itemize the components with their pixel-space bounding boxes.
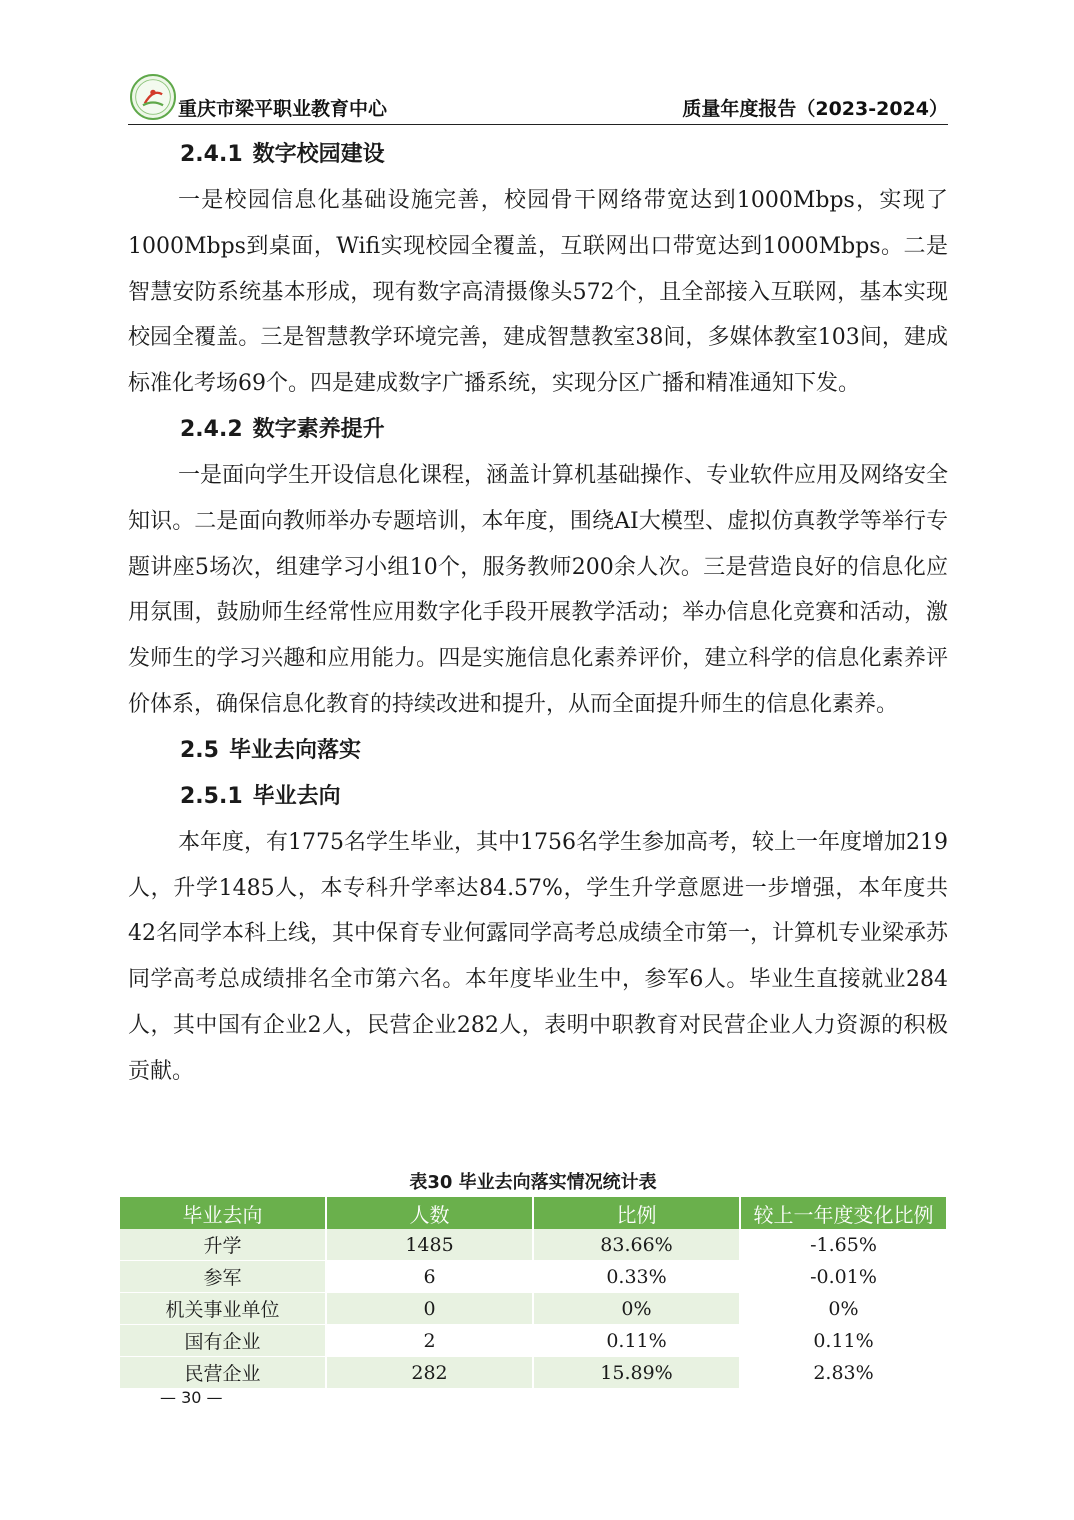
- school-logo-icon: [130, 74, 176, 120]
- table-cell: 升学: [120, 1229, 325, 1261]
- section-number: 2.4.1: [180, 142, 243, 167]
- table-cell: 2: [327, 1325, 532, 1357]
- table-row: [120, 1293, 946, 1325]
- report-title: 质量年度报告（2023-2024）: [682, 98, 948, 120]
- graduation-destination-table: [118, 1197, 948, 1389]
- table-cell: 0.11%: [741, 1325, 946, 1357]
- column-header: 毕业去向: [120, 1197, 325, 1229]
- school-name: 重庆市梁平职业教育中心: [178, 98, 388, 120]
- table-cell: -0.01%: [741, 1261, 946, 1293]
- section-paragraph: 一是校园信息化基础设施完善，校园骨干网络带宽达到1000Mbps，实现了1000Mbps到桌面，Wifi实现校园全覆盖，互联网出口带宽达到1000Mbps。二是智慧安防系统基本形成，现有数字高清摄像头572个，且全部接入互联网，基本实现校园全覆盖。三是智慧教学环境完善，建成智慧教室38间，多媒体教室103间，建成标准化考场69个。四是建成数字广播系统，实现分区广播和精准通知下发。: [128, 188, 948, 397]
- table-row: [120, 1325, 946, 1357]
- section-title: 毕业去向: [252, 783, 341, 809]
- column-header: 比例: [534, 1197, 739, 1229]
- section-title: 数字校园建设: [252, 142, 385, 167]
- table-row: [120, 1229, 946, 1261]
- column-header: 人数: [327, 1197, 532, 1229]
- main-content: [128, 132, 948, 1095]
- table-row: [120, 1261, 946, 1293]
- section-title: 毕业去向落实: [228, 737, 361, 763]
- page-number: — 30 —: [160, 1388, 223, 1407]
- section-paragraph: 一是面向学生开设信息化课程，涵盖计算机基础操作、专业软件应用及网络安全知识。二是面向教师举办专题培训，本年度，围绕AI大模型、虚拟仿真教学等举行专题讲座5场次，组建学习小组10个，服务教师200余人次。三是营造良好的信息化应用氛围，鼓励师生经常性应用数字化手段开展教学活动；举办信息化竞赛和活动，激发师生的学习兴趣和应用能力。四是实施信息化素养评价，建立科学的信息化素养评价体系，确保信息化教育的持续改进和提升，从而全面提升师生的信息化素养。: [128, 462, 949, 717]
- table-caption: 表30 毕业去向落实情况统计表: [409, 1172, 657, 1193]
- table-cell: -1.65%: [741, 1229, 946, 1261]
- section-heading-2-4-2: [128, 407, 948, 453]
- table-cell: 83.66%: [534, 1229, 739, 1261]
- table-header-row: [120, 1197, 946, 1229]
- table-cell: 1485: [327, 1229, 532, 1261]
- section-number: 2.5: [180, 737, 219, 763]
- table-cell: 0.11%: [534, 1325, 739, 1357]
- table-cell: 2.83%: [741, 1357, 946, 1389]
- section-heading-2-4-1: [128, 132, 948, 178]
- table-cell: 0: [327, 1293, 532, 1325]
- table-cell: 民营企业: [120, 1357, 325, 1389]
- table-cell: 机关事业单位: [120, 1293, 325, 1325]
- section-number: 2.4.2: [180, 416, 243, 442]
- column-header: 较上一年度变化比例: [741, 1197, 946, 1229]
- section-paragraph: 本年度，有1775名学生毕业，其中1756名学生参加高考，较上一年度增加219人，升学1485人，本专科升学率达84.57%，学生升学意愿进一步增强，本年度共42名同学本科上线，其中保育专业何露同学高考总成绩全市第一，计算机专业梁承苏同学高考总成绩排名全市第六名。本年度毕业生中，参军6人。毕业生直接就业284人，其中国有企业2人，民营企业282人，表明中职教育对民营企业人力资源的积极贡献。: [128, 829, 948, 1084]
- table-cell: 0.33%: [534, 1261, 739, 1293]
- section-number: 2.5.1: [180, 783, 243, 809]
- page-header: [128, 72, 948, 125]
- table-cell: 国有企业: [120, 1325, 325, 1357]
- table-cell: 0%: [534, 1293, 739, 1325]
- section-heading-2-5-1: [128, 774, 948, 820]
- table-cell: 6: [327, 1261, 532, 1293]
- table-cell: 15.89%: [534, 1357, 739, 1389]
- table-row: [120, 1357, 946, 1389]
- table-cell: 282: [327, 1357, 532, 1389]
- table-cell: 0%: [741, 1293, 946, 1325]
- table-cell: 参军: [120, 1261, 325, 1293]
- section-title: 数字素养提升: [252, 416, 385, 442]
- section-heading-2-5: [128, 728, 948, 774]
